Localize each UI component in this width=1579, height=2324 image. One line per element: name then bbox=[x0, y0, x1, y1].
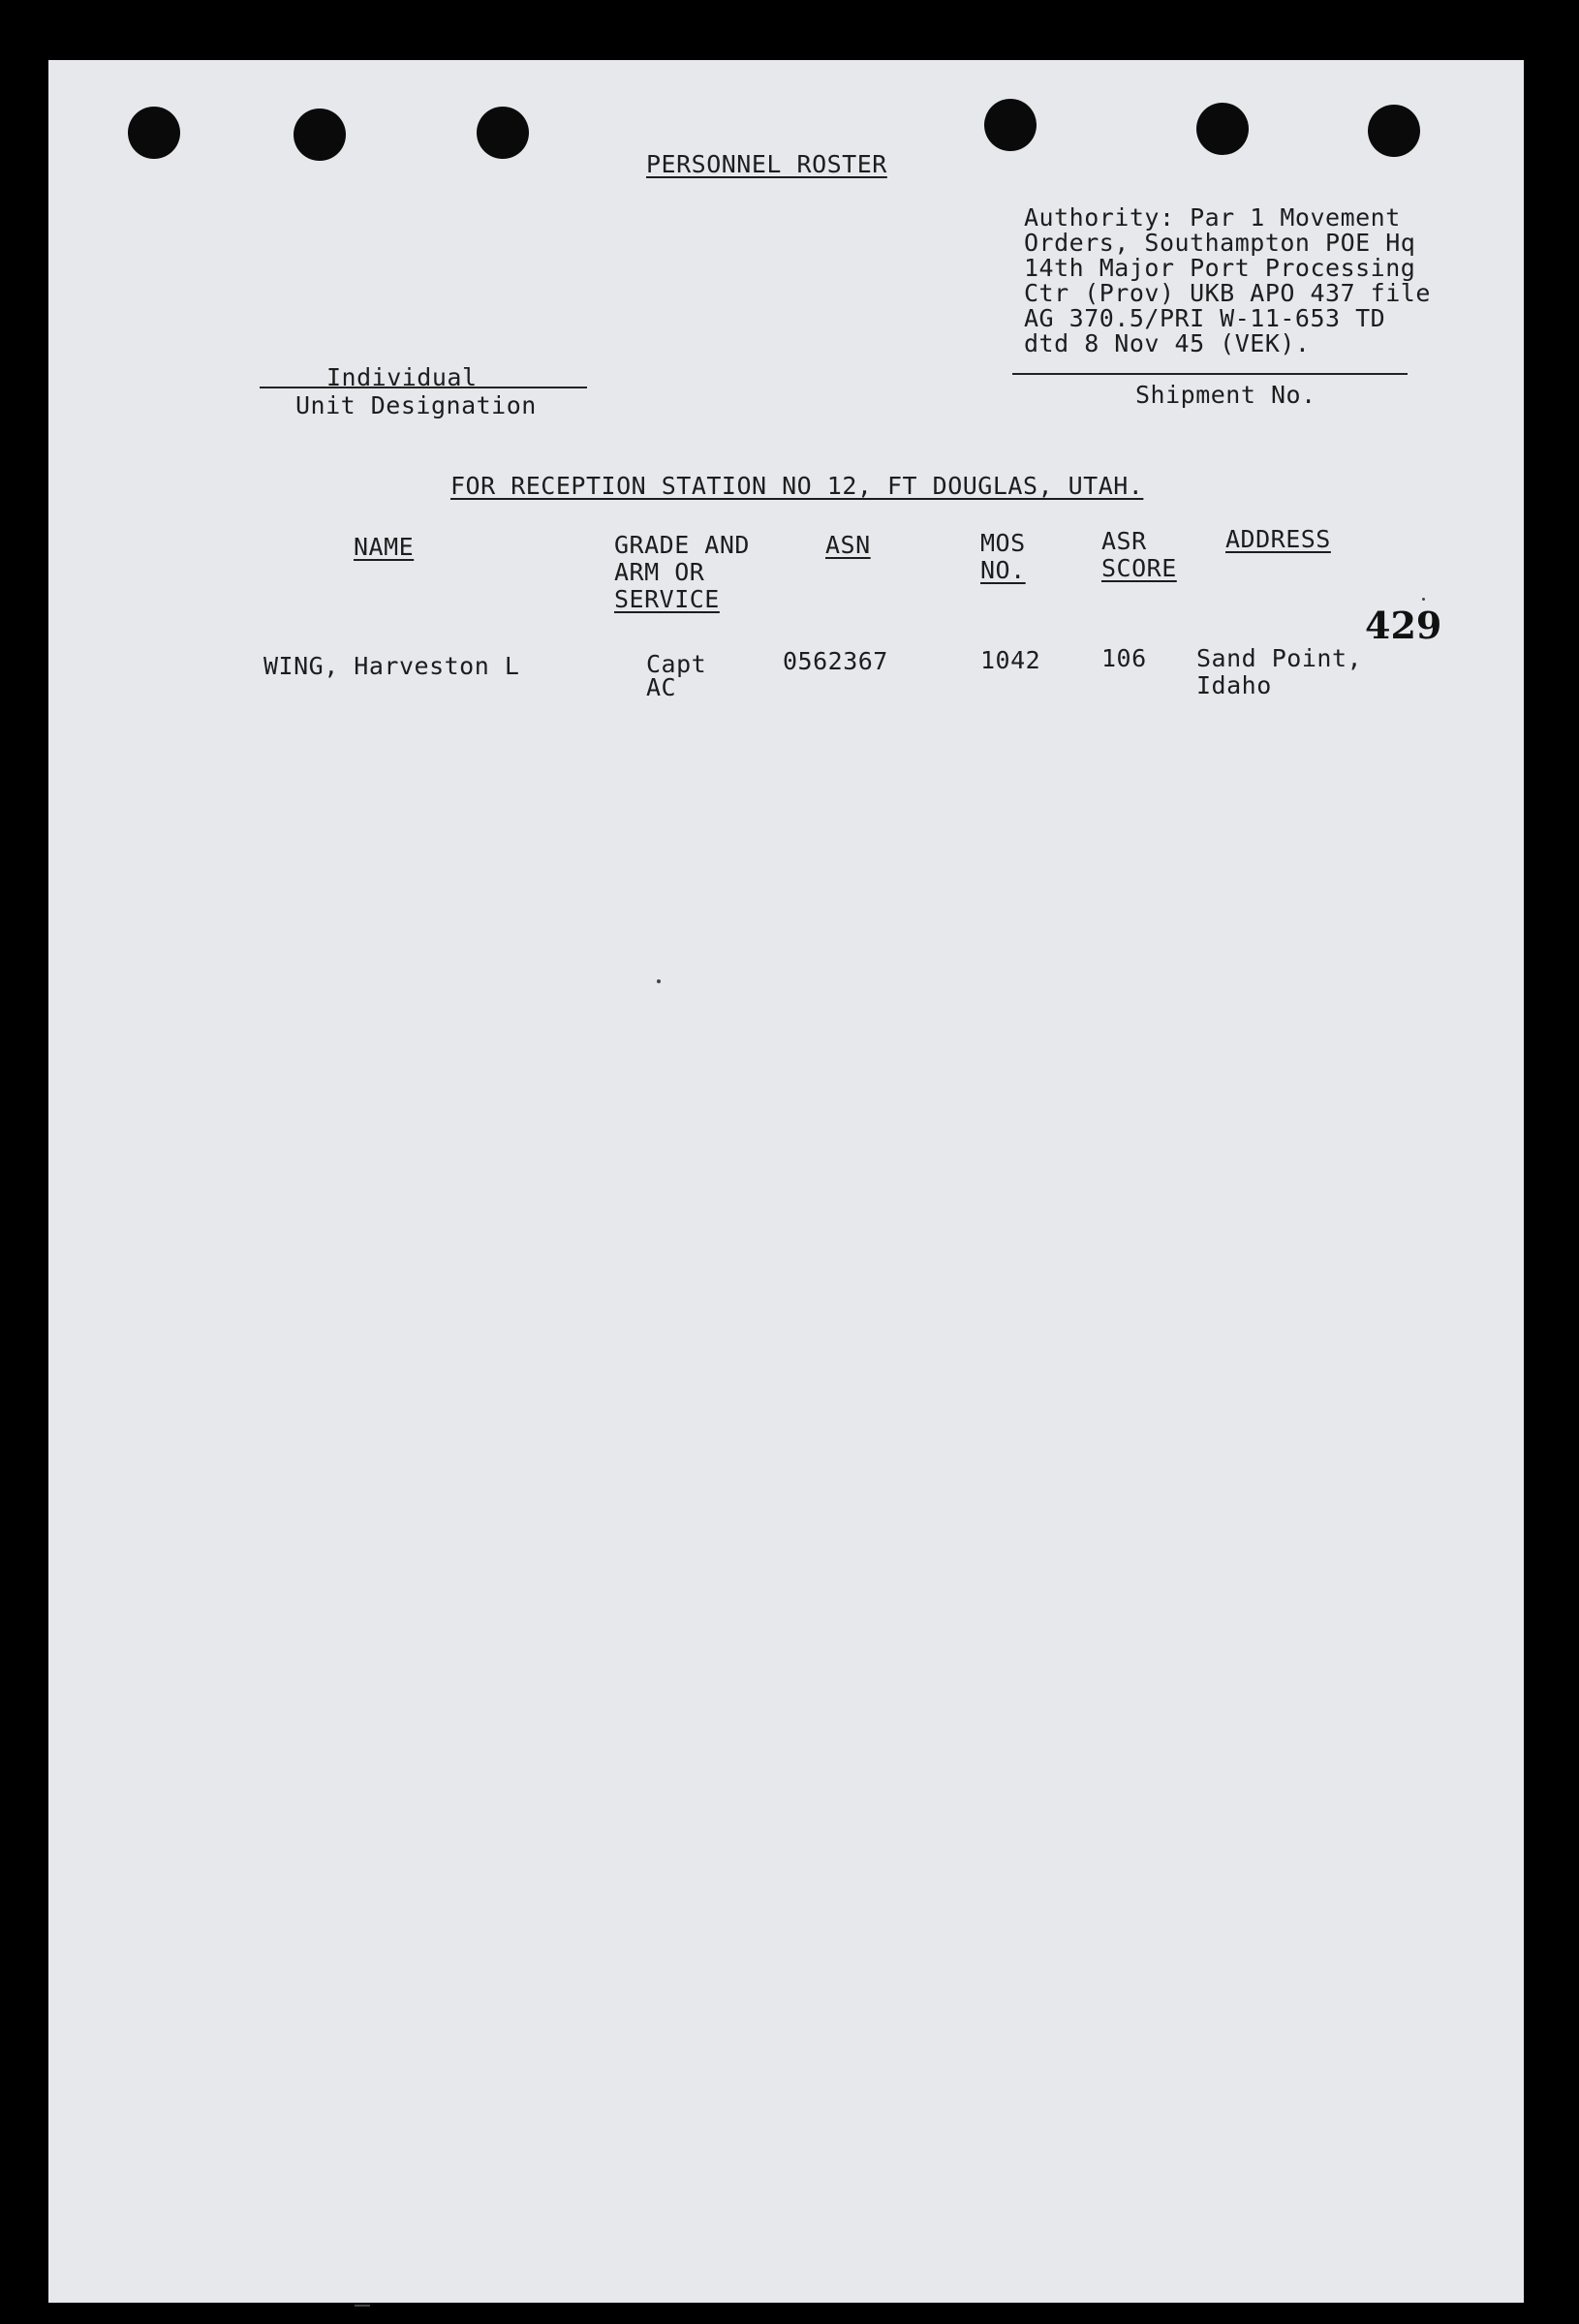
cell-address: Sand Point, bbox=[1196, 644, 1363, 672]
unit-rule bbox=[260, 387, 587, 388]
authority-line: Ctr (Prov) UKB APO 437 file bbox=[1024, 279, 1431, 307]
shipment-label: Shipment No. bbox=[1135, 381, 1316, 409]
cell-asr: 106 bbox=[1101, 644, 1147, 672]
cell-arm: AC bbox=[646, 673, 677, 701]
header-address: ADDRESS bbox=[1225, 525, 1331, 553]
paper-speck bbox=[355, 2305, 370, 2307]
header-name: NAME bbox=[354, 533, 415, 561]
authority-line: 14th Major Port Processing bbox=[1024, 254, 1416, 282]
cell-address: Idaho bbox=[1196, 671, 1272, 699]
cell-name: WING, Harveston L bbox=[263, 652, 520, 680]
punch-hole bbox=[128, 107, 180, 159]
unit-label: Unit Designation bbox=[295, 391, 537, 419]
document-title: PERSONNEL ROSTER bbox=[646, 150, 887, 178]
cell-grade: Capt bbox=[646, 650, 707, 678]
header-asr: ASR bbox=[1101, 527, 1147, 555]
header-grade: ARM OR bbox=[614, 558, 705, 586]
header-mos: MOS bbox=[980, 529, 1026, 557]
unit-value: Individual bbox=[326, 363, 478, 391]
punch-hole bbox=[984, 99, 1037, 151]
punch-hole bbox=[477, 107, 529, 159]
header-asr: SCORE bbox=[1101, 554, 1177, 582]
authority-line: Authority: Par 1 Movement bbox=[1024, 203, 1401, 232]
punch-hole bbox=[1196, 103, 1249, 155]
header-grade: SERVICE bbox=[614, 585, 720, 613]
paper-speck bbox=[1422, 598, 1425, 601]
header-grade: GRADE AND bbox=[614, 531, 750, 559]
cell-mos: 1042 bbox=[980, 646, 1041, 674]
header-mos: NO. bbox=[980, 556, 1026, 584]
punch-hole bbox=[294, 108, 346, 161]
header-asn: ASN bbox=[825, 531, 871, 559]
cell-asn: 0562367 bbox=[783, 647, 888, 675]
authority-line: AG 370.5/PRI W-11-653 TD bbox=[1024, 304, 1386, 332]
destination-line: FOR RECEPTION STATION NO 12, FT DOUGLAS, UTAH. bbox=[450, 472, 1144, 500]
authority-line: dtd 8 Nov 45 (VEK). bbox=[1024, 329, 1311, 357]
roster-page bbox=[48, 60, 1524, 2303]
shipment-rule bbox=[1012, 373, 1408, 375]
punch-hole bbox=[1368, 105, 1420, 157]
paper-speck bbox=[657, 979, 661, 983]
authority-line: Orders, Southampton POE Hq bbox=[1024, 229, 1416, 257]
page-number: 429 bbox=[1365, 604, 1442, 647]
